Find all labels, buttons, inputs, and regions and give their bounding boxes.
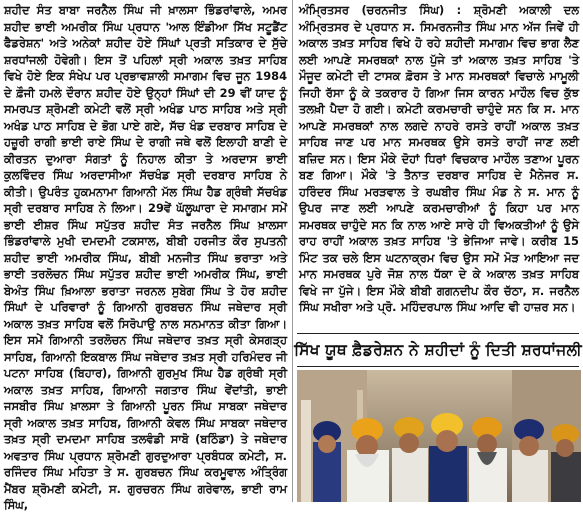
news-photo <box>297 370 581 502</box>
paragraph-left: ਸ਼ਹੀਦ ਸੰਤ ਬਾਬਾ ਜਰਨੈਲ ਸਿੰਘ ਜੀ ਖ਼ਾਲਸਾ ਭਿੰਡਰਾਂਵਾਲੇ, ਅਮਰ ਸ਼ਹੀਦ ਭਾਈ ਅਮਰੀਕ ਸਿੰਘ ਪ੍ਰਧਾਨ 'ਆਲ ਇੰਡੀਆ ਸਿੱਖ ਸਟੂਡੈਂਟ ਫੈਡਰੇਸ਼ਨ' ਅਤੇ ਅਨੇਕਾਂ ਸ਼ਹੀਦ ਹੋਏ ਸਿੰਘਾਂ ਪ੍ਰਤੀ ਸਤਿਕਾਰ ਦੇ ਸੁੱਚੇ ਸ਼ਰਧਾਂਜਲੀ ਹੋਵੇਗੀ। ਇਸ ਤੋਂ ਪਹਿਲਾਂ ਸ੍ਰੀ ਅਕਾਲ ਤਖ਼ਤ ਸਾਹਿਬ ਵਿਖੇ ਹੋਏ ਇਕ ਸੰਖੇਪ ਪਰ ਪ੍ਰਭਾਵਸ਼ਾਲੀ ਸਮਾਗਮ ਵਿਚ ਜੂਨ 1984 ਦੇ ਫ਼ੌਜੀ ਹਮਲੇ ਦੌਰਾਨ ਸ਼ਹੀਦ ਹੋਏ ਉਨ੍ਹਾਂ ਸਿੰਘਾਂ ਦੀ 29 ਵੀਂ ਯਾਦ ਨੂੰ ਸਮਰਪਤ ਸ਼੍ਰੋਮਣੀ ਕਮੇਟੀ ਵਲੋਂ ਸ੍ਰੀ ਅਖੰਡ ਪਾਠ ਸਾਹਿਬ ਅਤੇ ਸ੍ਰੀ ਅਖੰਡ ਪਾਠ ਸਾਹਿਬ ਦੇ ਭੋਗ ਪਾਏ ਗਏ, ਸੱਚ ਖੰਡ ਦਰਬਾਰ ਸਾਹਿਬ ਦੇ ਹਜ਼ੂਰੀ ਰਾਗੀ ਭਾਈ ਰਾਏ ਸਿੰਘ ਦੇ ਰਾਗੀ ਜਥੇ ਵਲੋਂ ਇਲਾਹੀ ਬਾਣੀ ਦੇ ਕੀਰਤਨ ਦੁਆਰਾ ਸੰਗਤਾਂ ਨੂੰ ਨਿਹਾਲ ਕੀਤਾ ਤੇ ਅਰਦਾਸ ਭਾਈ ਕੁਲਵਿੰਦਰ ਸਿੰਘ ਅਰਦਾਸੀਆ ਸੱਚਖੰਡ ਸ੍ਰੀ ਦਰਬਾਰ ਸਾਹਿਬ ਨੇ ਕੀਤੀ। ਉਪਰੰਤ ਹੁਕਮਨਾਮਾ ਗਿਆਨੀ ਮੱਲ ਸਿੰਘ ਹੈਡ ਗ੍ਰੰਥੀ ਸੱਚਖੰਡ ਸ੍ਰੀ ਦਰਬਾਰ ਸਾਹਿਬ ਨੇ ਲਿਆ। 29ਵੇਂ ਘੱਲੂਘਾਰਾ ਦੇ ਸਮਾਗਮ ਸਮੇਂ ਭਾਈ ਈਸ਼ਰ ਸਿੰਘ ਸਪੁੱਤਰ ਸ਼ਹੀਦ ਸੰਤ ਜਰਨੈਲ ਸਿੰਘ ਖ਼ਾਲਸਾ ਭਿੰਡਰਾਂਵਾਲੇ ਮੁਖੀ ਦਮਦਮੀ ਟਕਸਾਲ, ਬੀਬੀ ਹਰਜੀਤ ਕੌਰ ਸੁਪਤਨੀ ਸ਼ਹੀਦ ਭਾਈ ਅਮਰੀਕ ਸਿੰਘ, ਬੀਬੀ ਮਨਜੀਤ ਸਿੰਘ ਭਰਾਤਾ ਅਤੇ ਭਾਈ ਤਰਲੋਚਨ ਸਿੰਘ ਸਪੁੱਤਰ ਸ਼ਹੀਦ ਭਾਈ ਅਮਰੀਕ ਸਿੰਘ, ਭਾਈ ਬੇਅੰਤ ਸਿੰਘ ਖ਼ਿਆਲਾ ਭਰਾਤਾ ਜਰਨਲ ਸੁਬੇਗ ਸਿੰਘ ਤੇ ਹੋਰ ਸ਼ਹੀਦ ਸਿੰਘਾਂ ਦੇ ਪਰਿਵਾਰਾਂ ਨੂੰ ਗਿਆਨੀ ਗੁਰਬਚਨ ਸਿੰਘ ਜਥੇਦਾਰ ਸ੍ਰੀ ਅਕਾਲ ਤਖ਼ਤ ਸਾਹਿਬ ਵਲੋਂ ਸਿਰੋਪਾਉ ਨਾਲ ਸਨਮਾਨਤ ਕੀਤਾ ਗਿਆ। ਇਸ ਸਮੇਂ ਗਿਆਨੀ ਤਰਲੋਚਨ ਸਿੰਘ ਜਥੇਦਾਰ ਤਖ਼ਤ ਸ੍ਰੀ ਕੇਸਗੜ੍ਹ ਸਾਹਿਬ, ਗਿਆਨੀ ਇਕਬਾਲ ਸਿੰਘ ਜਥੇਦਾਰ ਤਖ਼ਤ ਸ੍ਰੀ ਹਰਿਮੰਦਰ ਜੀ ਪਟਨਾ ਸਾਹਿਬ (ਬਿਹਾਰ), ਗਿਆਨੀ ਗੁਰਮੁਖ ਸਿੰਘ ਹੈਡ ਗ੍ਰੰਥੀ ਸ੍ਰੀ ਅਕਾਲ ਤਖ਼ਤ ਸਾਹਿਬ, ਗਿਆਨੀ ਜਗਤਾਰ ਸਿੰਘ ਵੇਂਦਾਂਤੀ, ਭਾਈ ਜਸਬੀਰ ਸਿੰਘ ਖ਼ਾਲਸਾ ਤੇ ਗਿਆਨੀ ਪੂਰਨ ਸਿੰਘ ਸਾਬਕਾ ਜਥੇਦਾਰ ਸ੍ਰੀ ਅਕਾਲ ਤਖ਼ਤ ਸਾਹਿਬ, ਗਿਆਨੀ ਕੇਵਲ ਸਿੰਘ ਸਾਬਕਾ ਜਥੇਦਾਰ ਤਖ਼ਤ ਸ੍ਰੀ ਦਮਦਮਾ ਸਾਹਿਬ ਤਲਵੰਡੀ ਸਾਬੋ (ਬਠਿੰਡਾ) ਤੇ ਜਥੇਦਾਰ ਅਵਤਾਰ ਸਿੰਘ ਪ੍ਰਧਾਨ ਸ਼੍ਰੋਮਣੀ ਗੁਰਦੁਆਰਾ ਪ੍ਰਬੰਧਕ ਕਮੇਟੀ, ਸ. ਰਜਿੰਦਰ ਸਿੰਘ ਮਹਿਤਾ ਤੇ ਸ. ਗੁਰਬਚਨ ਸਿੰਘ ਕਰਮੂਵਾਲ ਅੰਤ੍ਰਿੰਗ ਮੈਂਬਰ ਸ਼੍ਰੋਮਣੀ ਕਮੇਟੀ, ਸ. ਗੁਰਚਰਨ ਸਿੰਘ ਗਰੇਵਾਲ, ਭਾਈ ਰਾਮ ਸਿੰਘ, <box>4 3 287 512</box>
photo-image <box>297 370 581 502</box>
article-body-left <box>4 2 287 514</box>
dateline: ਅੰਮ੍ਰਿਤਸਰ (ਚਰਨਜੀਤ ਸਿੰਘ) : <box>299 3 462 17</box>
news-headline: ਸਿੱਖ ਯੂਥ ਫ਼ੈਡਰੇਸ਼ਨ ਨੇ ਸ਼ਹੀਦਾਂ ਨੂੰ ਦਿਤੀ ਸ਼ਰਧਾਂਜਲੀ <box>294 340 582 359</box>
column-divider <box>292 0 293 502</box>
paragraph-right <box>299 2 579 316</box>
article-left-column <box>0 0 291 512</box>
paragraph-right-text: ਸ਼੍ਰੋਮਣੀ ਅਕਾਲੀ ਦਲ ਅੰਮ੍ਰਿਤਸਰ ਦੇ ਪ੍ਰਧਾਨ ਸ. ਸਿਮਰਨਜੀਤ ਸਿੰਘ ਮਾਨ ਅੱਜ ਜਿਵੇਂ ਹੀ ਅਕਾਲ ਤਖ਼ਤ ਸਾਹਿਬ ਵਿਖੇ ਹੋ ਰਹੇ ਸ਼ਹੀਦੀ ਸਮਾਗਮ ਵਿਚ ਭਾਗ ਲੈਣ ਲਈ ਆਪਣੇ ਸਮਰਥਕਾਂ ਨਾਲ ਪੁੱਜੇ ਤਾਂ ਅਕਾਲ ਤਖ਼ਤ ਸਾਹਿਬ 'ਤੇ ਮੌਜੂਦ ਕਮੇਟੀ ਦੀ ਟਾਸਕ ਫ਼ੋਰਸ ਤੇ ਮਾਨ ਸਮਰਥਕਾਂ ਵਿਚਾਲੇ ਮਾਮੂਲੀ ਜਿਹੀ ਰੱਸਾ ਨੂੰ ਕੇ ਤਕਰਾਰ ਹੋ ਗਿਆ ਜਿਸ ਕਾਰਨ ਮਾਹੌਲ ਵਿਚ ਕੁੱਝ ਤਲਖ਼ੀ ਪੈਦਾ ਹੋ ਗਈ। ਕਮੇਟੀ ਕਰਮਚਾਰੀ ਚਾਹੁੰਦੇ ਸਨ ਕਿ ਸ. ਮਾਨ ਆਪਣੇ ਸਮਰਥਕਾਂ ਨਾਲ ਲਗਦੇ ਨਾਹਰੇ ਰਸਤੇ ਰਾਹੀਂ ਅਕਾਲ ਤਖ਼ਤ ਸਾਹਿਬ ਜਾਣ ਪਰ ਮਾਨ ਸਮਰਥਕ ਉਸੇ ਰਸਤੇ ਰਾਹੀਂ ਜਾਣ ਲਈ ਬਜ਼ਿਦ ਸਨ। ਇਸ ਮੌਕੇ ਦੋਹਾਂ ਧਿਰਾਂ ਵਿਚਕਾਰ ਮਾਹੌਲ ਤਣਾਅ ਪੂਰਨ ਬਣ ਗਿਆ। ਮੌਕੇ 'ਤੇ ਤੈਨਾਤ ਦਰਬਾਰ ਸਾਹਿਬ ਦੇ ਮੈਨੇਜਰ ਸ. ਹਰਿੰਦਰ ਸਿੰਘ ਮਰੜਵਾਲ ਤੇ ਰਘਬੀਰ ਸਿੰਘ ਮੰਡ ਨੇ ਸ. ਮਾਨ ਨੂੰ ਉਪਰ ਜਾਣ ਲਈ ਆਪਣੇ ਕਰਮਚਾਰੀਆਂ ਨੂੰ ਕਿਹਾ ਪਰ ਮਾਨ ਸਮਰਥਕ ਚਾਹੁੰਦੇ ਸਨ ਕਿ ਨਾਲ ਆਏ ਸਾਰੇ ਹੀ ਵਿਅਕਤੀਆਂ ਨੂੰ ਉਸੇ ਰਾਹ ਰਾਹੀਂ ਅਕਾਲ ਤਖ਼ਤ ਸਾਹਿਬ 'ਤੇ ਭੇਜਿਆ ਜਾਵੇ। ਕਰੀਬ 15 ਮਿੰਟ ਤਕ ਚਲੇ ਇਸ ਘਟਨਾਕ੍ਰਮ ਵਿਚ ਉਸ ਸਮੇਂ ਮੋੜ ਆਇਆ ਜਦ ਮਾਨ ਸਮਰਥਕ ਪੁਰੇ ਜੋਸ਼ ਨਾਲ ਧੱਕਾ ਦੇ ਕੇ ਅਕਾਲ ਤਖ਼ਤ ਸਾਹਿਬ ਵਿਖੇ ਜਾ ਪੁੱਜੇ। ਇਸ ਮੌਕੇ ਬੀਬੀ ਗਗਨਦੀਪ ਕੌਰ ਚੱਠਾ, ਸ. ਜਰਨੈਲ ਸਿੰਘ ਸਖੀਰਾ ਅਤੇ ਪ੍ਰੋ. ਮਹਿੰਦਰਪਾਲ ਸਿੰਘ ਆਦਿ ਵੀ ਹਾਜ਼ਰ ਸਨ। <box>299 3 579 314</box>
news-headline-box <box>294 333 582 367</box>
article-body-right <box>299 2 579 332</box>
